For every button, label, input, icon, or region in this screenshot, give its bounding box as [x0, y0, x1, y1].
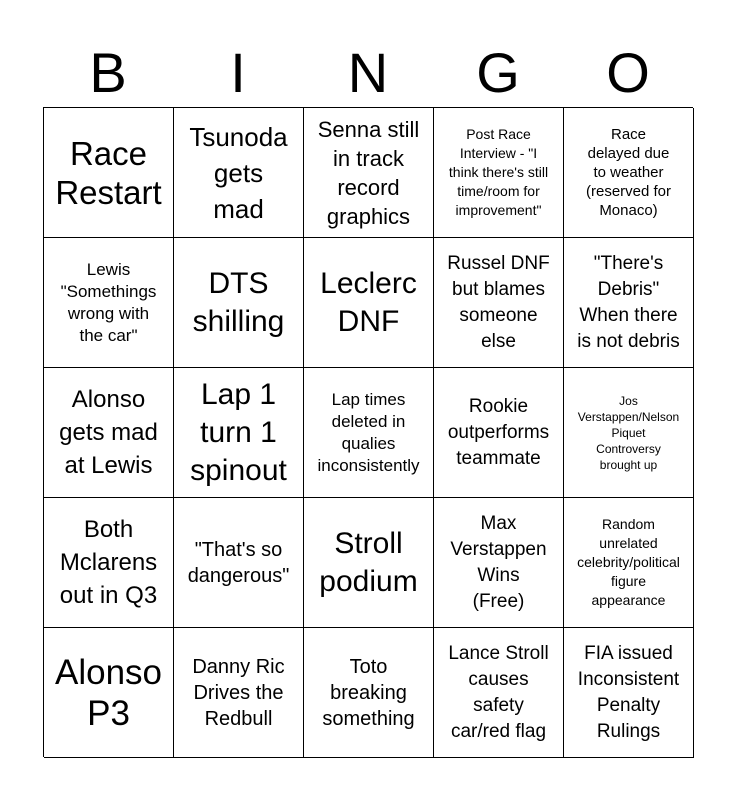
bingo-cell-r3-c5[interactable]: [564, 368, 694, 498]
header-letter-i: I: [230, 41, 246, 104]
bingo-header: [43, 40, 693, 106]
cell-text: Race delayed due to weather (reserved for Monaco): [585, 126, 672, 219]
cell-text: Toto breaking something: [322, 655, 415, 730]
bingo-cell-r4-c1[interactable]: [44, 498, 174, 628]
cell-text: Random unrelated celebrity/political figure appearance: [577, 516, 680, 608]
bingo-cell-r5-c3[interactable]: [304, 628, 434, 758]
bingo-cell-r3-c2[interactable]: [174, 368, 304, 498]
bingo-cell-r2-c4[interactable]: [434, 238, 564, 368]
cell-text: Leclerc DNF: [320, 266, 417, 338]
header-letter-o: O: [606, 41, 650, 104]
bingo-cell-r3-c1[interactable]: [44, 368, 174, 498]
cell-text: Lap times deleted in qualies inconsistently: [317, 389, 420, 475]
bingo-cell-r4-c3[interactable]: [304, 498, 434, 628]
cell-text: DTS shilling: [192, 266, 285, 338]
header-letter-b: B: [89, 41, 127, 104]
bingo-cell-r1-c1[interactable]: [44, 108, 174, 238]
bingo-cell-r2-c3[interactable]: [304, 238, 434, 368]
cell-text: Tsunoda gets mad: [189, 121, 288, 224]
bingo-cell-r4-c4[interactable]: [434, 498, 564, 628]
bingo-cell-r2-c5[interactable]: [564, 238, 694, 368]
cell-text: FIA issued Inconsistent Penalty Rulings: [577, 642, 680, 742]
bingo-cell-r5-c4[interactable]: [434, 628, 564, 758]
bingo-cell-r3-c3[interactable]: [304, 368, 434, 498]
cell-text: Post Race Interview - "I think there's still time/room for improvement": [448, 126, 549, 218]
bingo-cell-r1-c3[interactable]: [304, 108, 434, 238]
cell-text: Lance Stroll causes safety car/red flag: [448, 642, 549, 742]
bingo-cell-r1-c5[interactable]: [564, 108, 694, 238]
bingo-cell-r5-c5[interactable]: [564, 628, 694, 758]
cell-text: Jos Verstappen/Nelson Piquet Controversy brought up: [577, 393, 680, 472]
cell-text: Lewis "Somethings wrong with the car": [60, 259, 157, 345]
cell-text: Alonso P3: [54, 652, 163, 733]
bingo-cell-r5-c1[interactable]: [44, 628, 174, 758]
header-letter-g: G: [476, 41, 520, 104]
header-letter-n: N: [347, 41, 389, 104]
cell-text: "There's Debris" When there is not debris: [577, 252, 680, 352]
cell-text: Stroll podium: [319, 526, 418, 598]
cell-text: Russel DNF but blames someone else: [447, 252, 550, 352]
cell-text: Rookie outperforms teammate: [447, 395, 550, 469]
bingo-cell-r5-c2[interactable]: [174, 628, 304, 758]
cell-text: Alonso gets mad at Lewis: [59, 386, 158, 479]
bingo-cell-r3-c4[interactable]: [434, 368, 564, 498]
bingo-cell-r2-c2[interactable]: [174, 238, 304, 368]
bingo-cell-r1-c2[interactable]: [174, 108, 304, 238]
cell-text: Danny Ric Drives the Redbull: [192, 655, 285, 730]
cell-text: Senna still in track record graphics: [317, 116, 420, 229]
cell-text: Both Mclarens out in Q3: [59, 516, 158, 609]
cell-text: "That's so dangerous": [187, 538, 290, 587]
bingo-cell-r4-c5[interactable]: [564, 498, 694, 628]
bingo-cell-r2-c1[interactable]: [44, 238, 174, 368]
bingo-cell-r1-c4[interactable]: [434, 108, 564, 238]
bingo-cell-r4-c2[interactable]: [174, 498, 304, 628]
cell-text: Max Verstappen Wins (Free): [450, 512, 547, 612]
cell-text: Race Restart: [55, 134, 162, 211]
cell-text: Lap 1 turn 1 spinout: [190, 377, 287, 487]
bingo-grid: [43, 107, 693, 757]
